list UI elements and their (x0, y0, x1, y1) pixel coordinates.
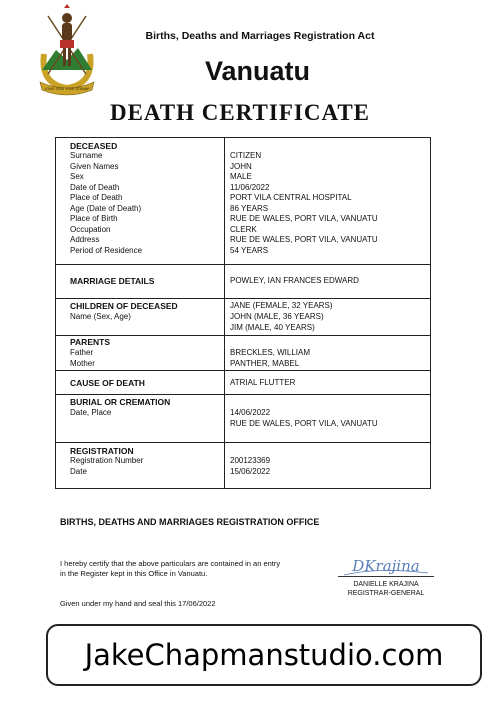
label-address: Address (70, 235, 100, 244)
value-child: JIM (MALE, 40 YEARS) (230, 323, 315, 332)
section-heading-marriage: MARRIAGE DETAILS (70, 276, 155, 286)
row-divider (56, 298, 430, 299)
row-divider (56, 264, 430, 265)
label-date-of-death: Date of Death (70, 182, 120, 192)
watermark-banner (46, 624, 482, 686)
label-children-name: Name (Sex, Age) (70, 312, 131, 321)
label-father: Father (70, 348, 94, 357)
section-heading-parents: PARENTS (70, 337, 110, 347)
label-surname: Surname (70, 151, 103, 160)
value-place-of-death: PORT VILA CENTRAL HOSPITAL (230, 193, 352, 202)
section-heading-burial: BURIAL OR CREMATION (70, 397, 171, 407)
value-mother: PANTHER, MABEL (230, 359, 300, 368)
value-date-of-death: 11/06/2022 (230, 182, 270, 192)
value-surname: CITIZEN (230, 151, 262, 160)
certificate-title: DEATH CERTIFICATE (109, 100, 371, 125)
value-occupation: CLERK (230, 224, 257, 234)
value-child: JANE (FEMALE, 32 YEARS) (230, 301, 333, 310)
act-title: Births, Deaths and Marriages Registration Act (145, 30, 375, 42)
emblem-motto: LONG GOD YUMI STANAP (44, 87, 90, 91)
section-heading-deceased: DECEASED (70, 141, 118, 151)
certification-line: in the Register kept in this Office in Vanuatu. (60, 569, 208, 578)
vanuatu-coat-of-arms-emblem (36, 4, 98, 96)
country-name: Vanuatu (204, 56, 311, 86)
row-divider (56, 442, 430, 443)
column-divider (224, 138, 225, 488)
label-age: Age (Date of Death) (70, 203, 142, 213)
row-divider (56, 335, 430, 336)
value-address: RUE DE WALES, PORT VILA, VANUATU (230, 235, 378, 244)
value-age: 86 YEARS (230, 203, 269, 213)
registration-office-title: BIRTHS, DEATHS AND MARRIAGES REGISTRATION OFFICE (60, 517, 320, 527)
registrar-block (323, 580, 449, 598)
value-burial-date: 14/06/2022 (230, 408, 271, 417)
certification-line: I hereby certify that the above particulars are contained in an entry (60, 559, 281, 568)
signature-line (338, 576, 434, 577)
section-heading-registration: REGISTRATION (70, 446, 134, 456)
value-child: JOHN (MALE, 36 YEARS) (230, 312, 324, 321)
label-sex: Sex (70, 172, 84, 181)
label-period-of-residence: Period of Residence (70, 245, 143, 255)
value-registration-date: 15/06/2022 (230, 466, 271, 476)
label-mother: Mother (70, 359, 95, 368)
watermark-text: JakeChapmanstudio.com (84, 638, 444, 672)
value-period-of-residence: 54 YEARS (230, 245, 269, 255)
value-spouse: POWLEY, IAN FRANCES EDWARD (230, 276, 359, 285)
label-registration-number: Registration Number (70, 456, 144, 465)
registrar-name: DANIELLE KRAJINA (353, 581, 419, 588)
label-place-of-death: Place of Death (70, 193, 123, 202)
signature-text: DKrajina (352, 557, 420, 575)
label-place-of-birth: Place of Birth (70, 214, 118, 223)
certificate-table (55, 137, 431, 489)
row-divider (56, 370, 430, 371)
registrar-title: REGISTRAR-GENERAL (347, 590, 425, 597)
label-occupation: Occupation (70, 224, 111, 234)
label-given-names: Given Names (70, 161, 119, 171)
value-given-names: JOHN (230, 161, 252, 171)
certification-statement (60, 559, 330, 579)
given-under-hand-statement: Given under my hand and seal this 17/06/2022 (60, 599, 216, 608)
section-heading-cause-of-death: CAUSE OF DEATH (70, 378, 145, 388)
label-registration-date: Date (70, 466, 87, 476)
value-cause-of-death: ATRIAL FLUTTER (230, 378, 296, 387)
row-divider (56, 394, 430, 395)
value-father: BRECKLES, WILLIAM (230, 348, 311, 357)
value-place-of-birth: RUE DE WALES, PORT VILA, VANUATU (230, 214, 378, 223)
value-burial-place: RUE DE WALES, PORT VILA, VANUATU (230, 419, 378, 428)
label-burial-date-place: Date, Place (70, 408, 112, 417)
value-sex: MALE (230, 172, 252, 181)
value-registration-number: 200123369 (230, 456, 271, 465)
section-heading-children: CHILDREN OF DECEASED (70, 301, 178, 311)
